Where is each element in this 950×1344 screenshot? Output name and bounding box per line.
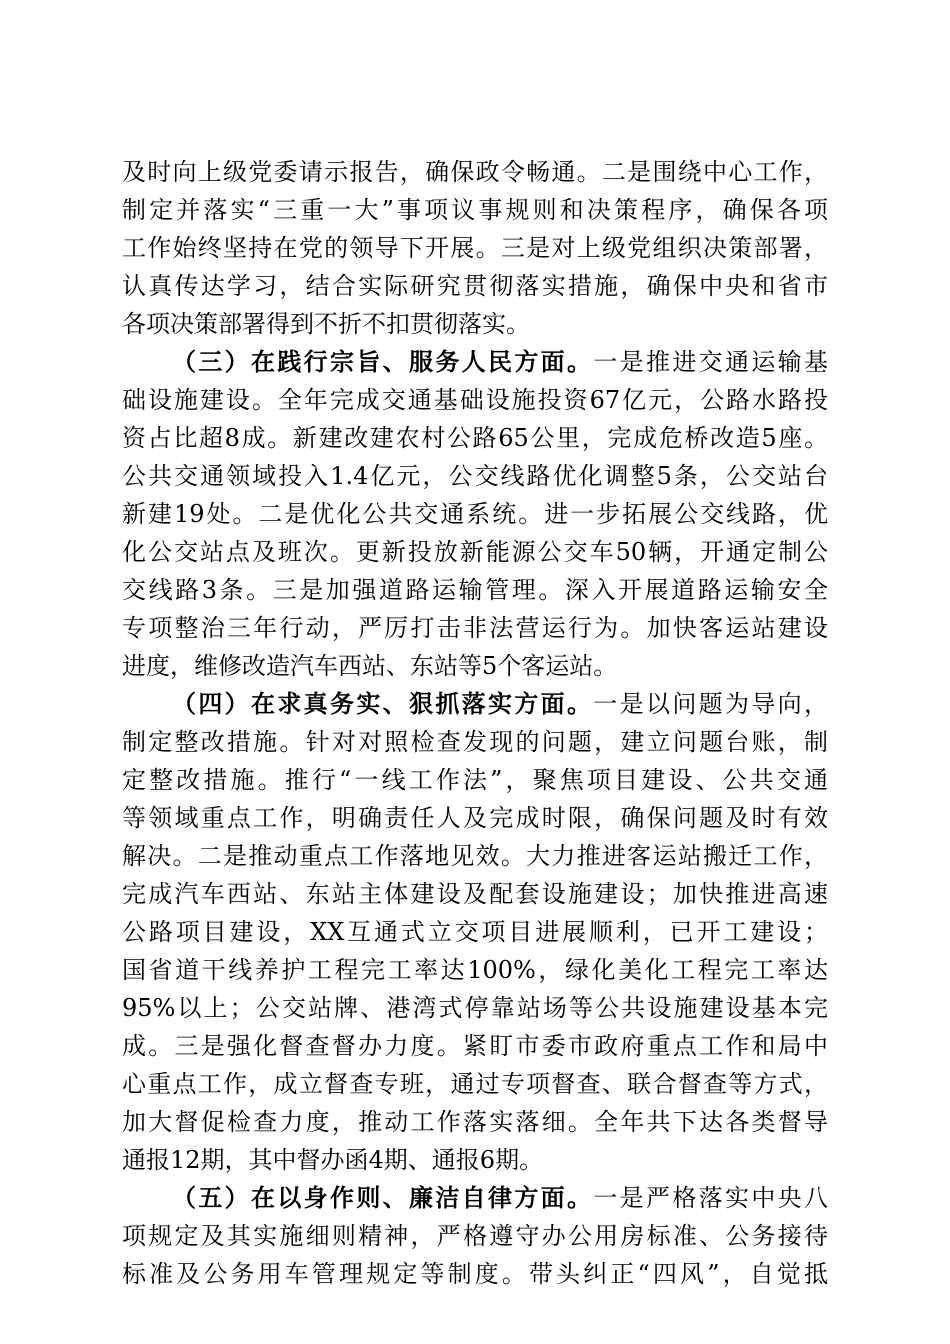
section-4-first-line-text: 一是以问题为导向， — [593, 690, 828, 718]
text-line: 化公交站点及班次。更新投放新能源公交车50辆，开通定制公 — [122, 538, 828, 566]
text-line: 等领域重点工作，明确责任人及完成时限，确保问题及时有效 — [122, 804, 828, 832]
text-line: 各项决策部署得到不折不扣贯彻落实。 — [122, 310, 530, 338]
text-line: 公路项目建设，XX互通式立交项目进展顺利，已开工建设； — [122, 918, 828, 946]
text-line: 专项整治三年行动，严厉打击非法营运行为。加快客运站建设 — [122, 614, 828, 642]
text-line: 成。三是强化督查督办力度。紧盯市委市政府重点工作和局中 — [122, 1032, 828, 1060]
text-line: 新建19处。二是优化公共交通系统。进一步拓展公交线路，优 — [122, 500, 828, 528]
section-3-first-line — [172, 342, 828, 382]
text-line: 国省道干线养护工程完工率达100%，绿化美化工程完工率达 — [122, 956, 828, 984]
section-5-first-line-text: 一是严格落实中央八 — [593, 1184, 828, 1212]
text-line: 心重点工作，成立督查专班，通过专项督查、联合督查等方式， — [122, 1070, 828, 1098]
section-4-heading: （四）在求真务实、狠抓落实方面。 — [172, 689, 594, 718]
section-5-first-line — [172, 1178, 828, 1218]
text-line: 项规定及其实施细则精神，严格遵守办公用房标准、公务接待 — [122, 1222, 828, 1250]
section-5-heading: （五）在以身作则、廉洁自律方面。 — [172, 1183, 594, 1212]
text-line: 定整改措施。推行“一线工作法”，聚焦项目建设、公共交通 — [122, 766, 828, 794]
text-line: 工作始终坚持在党的领导下开展。三是对上级党组织决策部署， — [122, 234, 828, 262]
text-line: 加大督促检查力度，推动工作落实落细。全年共下达各类督导 — [122, 1108, 828, 1136]
text-line: 公共交通领域投入1.4亿元，公交线路优化调整5条，公交站台 — [122, 462, 828, 490]
text-line: 及时向上级党委请示报告，确保政令畅通。二是围绕中心工作， — [122, 158, 828, 186]
text-line: 资占比超8成。新建改建农村公路65公里，完成危桥改造5座。 — [122, 424, 828, 452]
text-line: 交线路3条。三是加强道路运输管理。深入开展道路运输安全 — [122, 576, 828, 604]
section-3-heading: （三）在践行宗旨、服务人民方面。 — [172, 347, 594, 376]
text-line: 标准及公务用车管理规定等制度。带头纠正“四风”，自觉抵 — [122, 1260, 828, 1288]
text-line: 认真传达学习，结合实际研究贯彻落实措施，确保中央和省市 — [122, 272, 828, 300]
text-line: 完成汽车西站、东站主体建设及配套设施建设；加快推进高速 — [122, 880, 828, 908]
section-4-first-line — [172, 684, 828, 724]
text-line: 通报12期，其中督办函4期、通报6期。 — [122, 1146, 544, 1174]
text-line: 进度，维修改造汽车西站、东站等5个客运站。 — [122, 652, 618, 680]
text-line: 解决。二是推动重点工作落地见效。大力推进客运站搬迁工作， — [122, 842, 828, 870]
text-line: 制定并落实“三重一大”事项议事规则和决策程序，确保各项 — [122, 196, 828, 224]
section-3-first-line-text: 一是推进交通运输基 — [593, 348, 828, 376]
text-line: 制定整改措施。针对对照检查发现的问题，建立问题台账，制 — [122, 728, 828, 756]
text-line: 95%以上；公交站牌、港湾式停靠站场等公共设施建设基本完 — [122, 994, 828, 1022]
text-line: 础设施建设。全年完成交通基础设施投资67亿元，公路水路投 — [122, 386, 828, 414]
